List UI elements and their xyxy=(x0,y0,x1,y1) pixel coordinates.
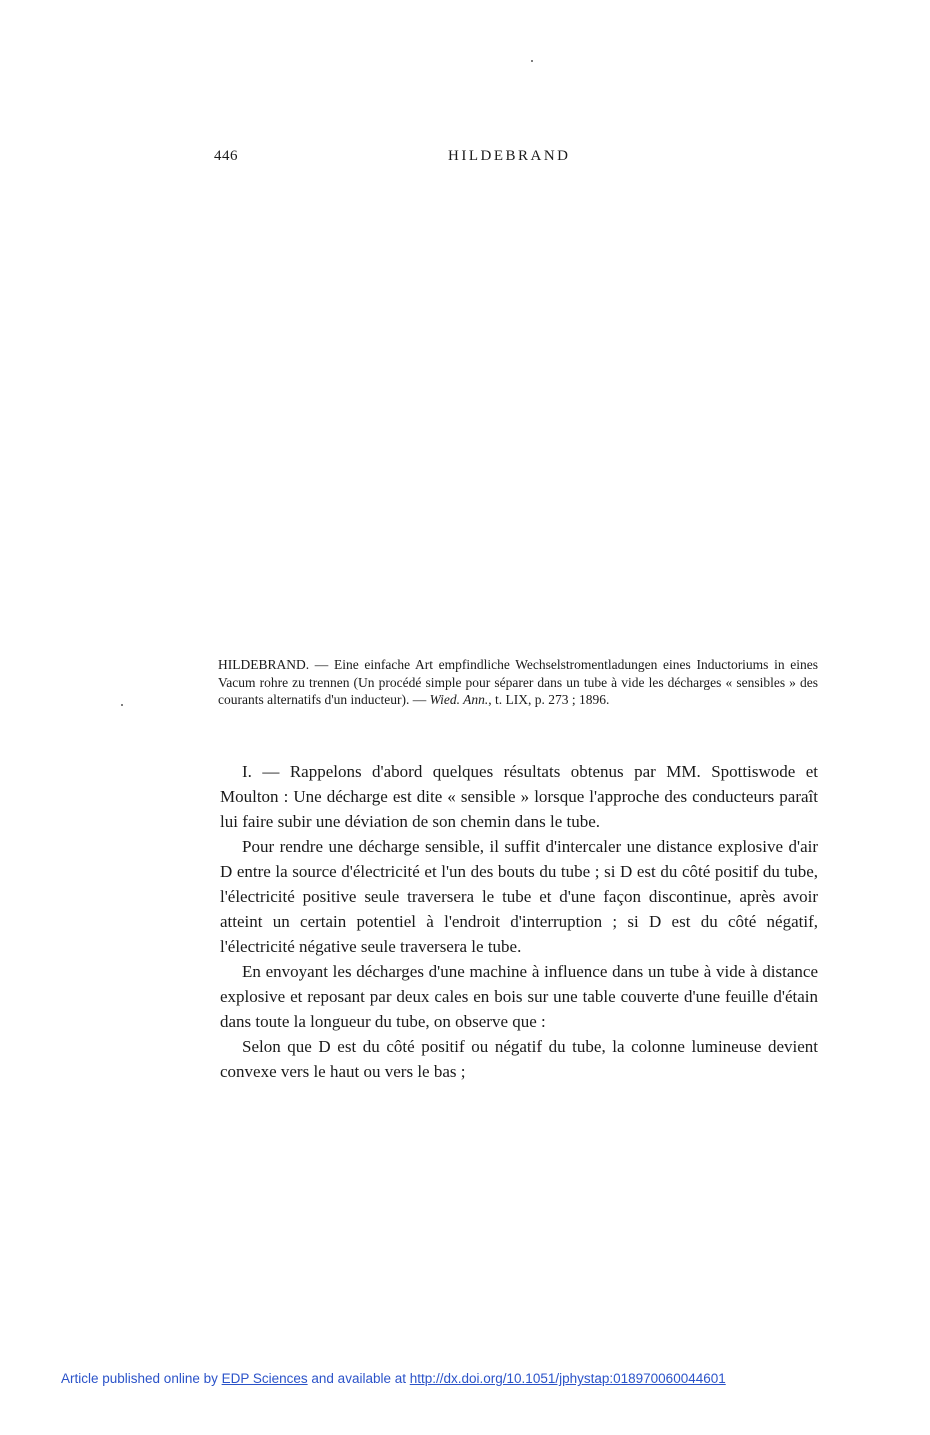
running-head-author: HILDEBRAND xyxy=(448,148,571,164)
page-number: 446 xyxy=(214,148,238,164)
publication-footer xyxy=(61,1371,726,1386)
paragraph: I. — Rappelons d'abord quelques résultats obtenus par MM. Spottiswode et Moulton : Une décharge est dite « sensible » lorsque l'approche des conducteurs paraît lui faire subir une déviation de son chemin dans le tube. xyxy=(220,762,818,831)
article-body xyxy=(220,759,818,1084)
citation-title: Eine einfache Art empfindliche Wechselstromentladungen eines Inductoriums in eines Vacum rohre zu trennen (Un procédé simple pour séparer dans un tube à vide les décharges « sensibles » des courants alternatifs d'un inducteur). — xyxy=(218,657,818,707)
citation-dash: — xyxy=(309,657,334,672)
paragraph: Pour rendre une décharge sensible, il suffit d'intercaler une distance explosive d'air D entre la source d'électricité et l'un des bouts du tube ; si D est du côté positif du tube, l'électricité positive seule traversera le tube et d'une façon discontinue, après avoir atteint un certain potentiel à l'endroit d'interruption ; si D est du côté négatif, l'électricité négative seule traversera le tube. xyxy=(220,837,818,956)
publisher-link[interactable]: EDP Sciences xyxy=(221,1371,308,1386)
doi-link[interactable]: http://dx.doi.org/10.1051/jphystap:018970060044601 xyxy=(409,1371,726,1386)
bibliographic-citation xyxy=(218,656,818,709)
scan-speck xyxy=(121,704,123,706)
footer-prefix: Article published online by xyxy=(61,1371,222,1386)
paragraph: En envoyant les décharges d'une machine à influence dans un tube à vide à distance explosive et reposant par deux cales en bois sur une table couverte d'une feuille d'étain dans toute la longueur du tube, on observe que : xyxy=(220,962,818,1031)
paragraph: Selon que D est du côté positif ou négatif du tube, la colonne lumineuse devient convexe vers le haut ou vers le bas ; xyxy=(220,1037,818,1081)
citation-journal: Wied. Ann. xyxy=(429,692,489,707)
citation-author: HILDEBRAND. xyxy=(218,657,310,672)
footer-middle: and available at xyxy=(307,1371,410,1386)
running-head xyxy=(214,148,578,168)
citation-details: , t. LIX, p. 273 ; 1896. xyxy=(488,692,610,707)
scan-speck xyxy=(531,60,533,62)
